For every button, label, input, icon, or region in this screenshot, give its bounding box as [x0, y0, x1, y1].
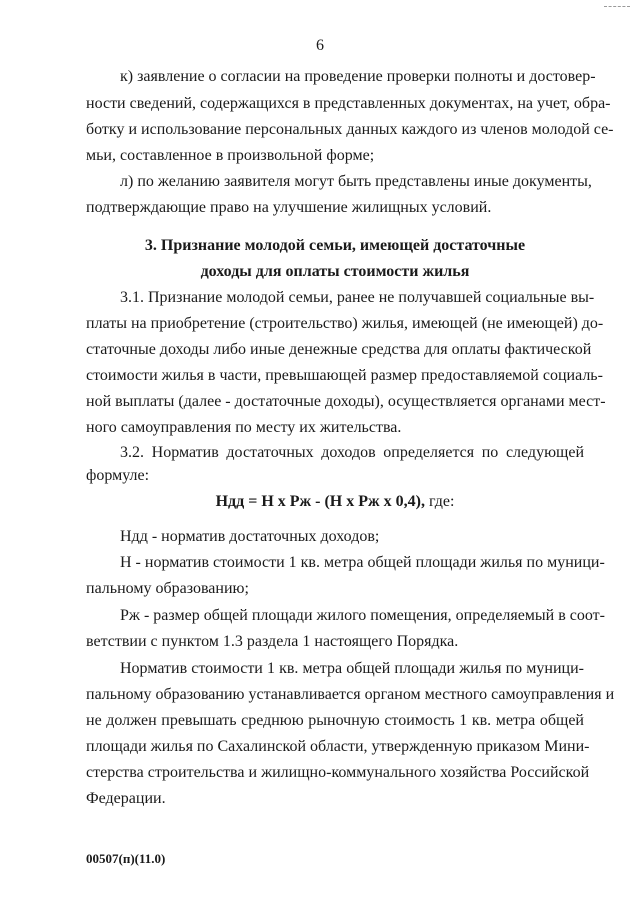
text-line: стоимости жилья в части, превышающей размер предоставляемой социаль-	[86, 367, 603, 384]
text-line: формуле:	[86, 467, 150, 484]
text-line: площади жилья по Сахалинской области, утвержденную приказом Мини-	[86, 738, 590, 755]
text-line: Н - норматив стоимости 1 кв. метра общей площади жилья по муници-	[120, 554, 605, 571]
text-line: ности сведений, содержащихся в представленных документах, на учет, обра-	[86, 95, 611, 112]
document-code: 00507(п)(11.0)	[86, 851, 166, 866]
text-line: пальному образованию;	[86, 580, 249, 597]
text-line: статочные доходы либо иные денежные средства для оплаты фактической	[86, 341, 592, 358]
text-line: Норматив стоимости 1 кв. метра общей площади жилья по муници-	[120, 660, 584, 677]
text-line: пальному образованию устанавливается органом местного самоуправления и	[86, 686, 615, 703]
heading-line: доходы для оплаты стоимости жилья	[200, 263, 470, 280]
formula-suffix: где:	[424, 493, 455, 510]
text-line: л) по желанию заявителя могут быть представлены иные документы,	[120, 173, 592, 190]
text-line: стерства строительства и жилищно-коммунального хозяйства Российской	[86, 764, 590, 781]
text-line: ного самоуправления по месту их жительства.	[86, 419, 402, 436]
text-line: 3.1. Признание молодой семьи, ранее не получавшей социальные вы-	[120, 289, 595, 306]
heading-line: 3. Признание молодой семьи, имеющей достаточные	[144, 237, 526, 254]
text-line: подтверждающие право на улучшение жилищных условий.	[86, 199, 492, 216]
text-line: 3.2. Норматив достаточных доходов определяется по следующей	[120, 444, 584, 461]
text-line: ботку и использование персональных данных каждого из членов молодой се-	[86, 121, 614, 138]
formula	[86, 492, 584, 512]
text-line: ной выплаты (далее - достаточные доходы), осуществляется органами мест-	[86, 393, 606, 410]
text-line: к) заявление о согласии на проведение проверки полноты и достовер-	[120, 68, 596, 85]
text-line: платы на приобретение (строительство) жилья, имеющей (не имеющей) до-	[86, 315, 604, 332]
text-line: не должен превышать среднюю рыночную стоимость 1 кв. метра общей	[86, 712, 584, 729]
formula-expression: Ндд = Н х Рж - (Н х Рж х 0,4),	[215, 493, 425, 510]
text-line: Федерации.	[86, 790, 166, 807]
page-number: 6	[316, 37, 324, 54]
definition-ndd: Ндд - норматив достаточных доходов;	[120, 528, 380, 545]
text-line: ветствии с пунктом 1.3 раздела 1 настоящего Порядка.	[86, 633, 459, 650]
text-line: мьи, составленное в произвольной форме;	[86, 147, 375, 164]
text-line: Рж - размер общей площади жилого помещения, определяемый в соот-	[120, 607, 605, 624]
corner-mark	[604, 6, 630, 7]
